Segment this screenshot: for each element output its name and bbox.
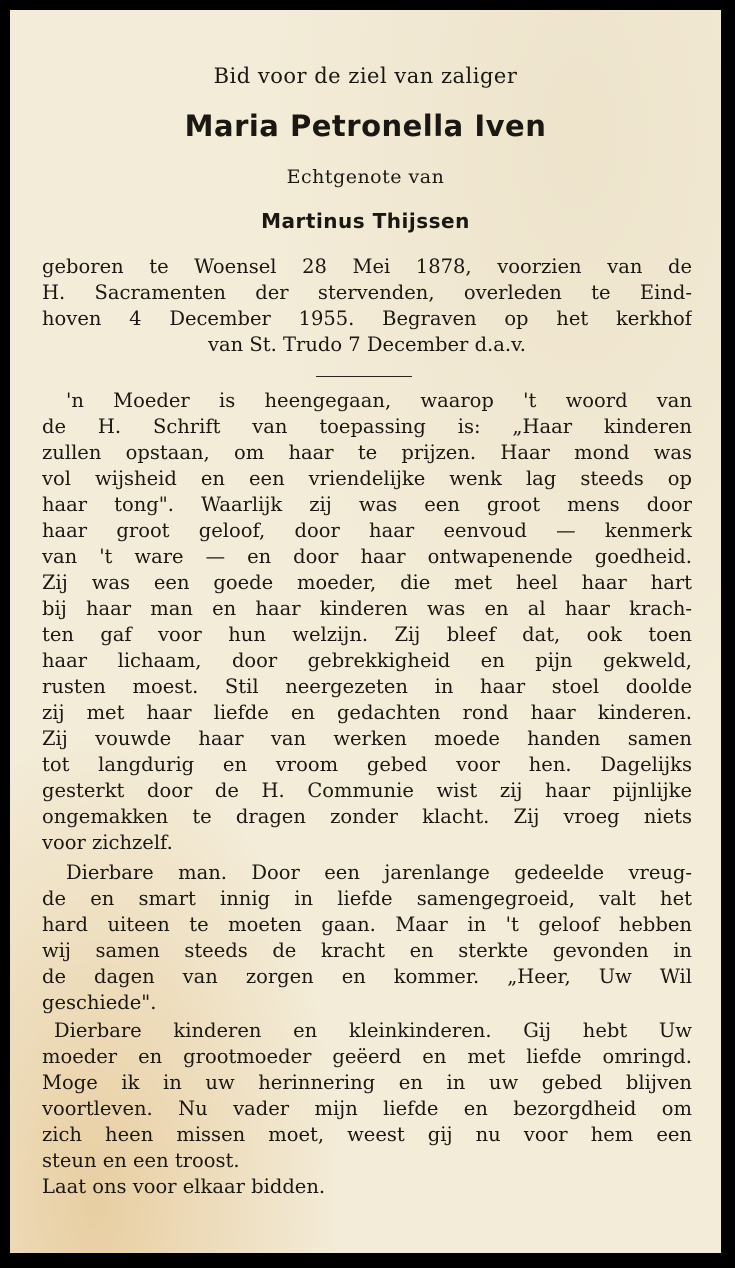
prayer-heading: Bid voor de ziel van zaliger — [213, 64, 518, 88]
paragraph-2-line: hard uiteen te moeten gaan. Maar in 't geloof hebben — [42, 913, 692, 936]
paragraph-2-line: de en smart innig in liefde samengegroeid, valt het — [42, 887, 692, 910]
paragraph-1-line: vol wijsheid en een vriendelijke wenk lag steeds op — [42, 467, 692, 490]
deceased-name: Maria Petronella Iven — [184, 109, 547, 143]
paragraph-1-line: zullen opstaan, om haar te prijzen. Haar mond was — [42, 441, 692, 464]
paragraph-1-line: voor zichzelf. — [42, 831, 173, 854]
paragraph-3-line: Dierbare kinderen en kleinkinderen. Gij hebt Uw — [54, 1019, 692, 1042]
biography-line: hoven 4 December 1955. Begraven op het kerkhof — [42, 307, 692, 330]
paragraph-1-line: tot langdurig en vroom gebed voor hen. Dagelijks — [42, 753, 692, 776]
paragraph-3-line: Moge ik in uw herinnering en in uw gebed blijven — [42, 1071, 692, 1094]
paragraph-1-line: haar groot geloof, door haar eenvoud — kenmerk — [42, 519, 692, 542]
paragraph-1-line: gesterkt door de H. Communie wist zij haar pijnlijke — [42, 779, 692, 802]
memorial-card — [10, 10, 721, 1253]
paragraph-1-line: rusten moest. Stil neergezeten in haar stoel doolde — [42, 675, 692, 698]
paragraph-1-line: Zij was een goede moeder, die met heel haar hart — [42, 571, 692, 594]
paragraph-1-line: Zij vouwde haar van werken moede handen samen — [42, 727, 692, 750]
spouse-label: Echtgenote van — [286, 166, 445, 188]
paragraph-3-line: moeder en grootmoeder geëerd en met liefde omringd. — [42, 1045, 692, 1068]
paragraph-1-line: ten gaf voor hun welzijn. Zij bleef dat, ook toen — [42, 623, 692, 646]
paragraph-1-line: zij met haar liefde en gedachten rond haar kinderen. — [42, 701, 692, 724]
paragraph-3-line: steun en een troost. — [42, 1149, 240, 1172]
paragraph-2-line: Dierbare man. Door een jarenlange gedeelde vreug- — [66, 861, 692, 884]
paragraph-3-line: voortleven. Nu vader mijn liefde en bezorgdheid om — [42, 1097, 692, 1120]
divider-rule — [316, 376, 412, 377]
paragraph-2-line: wij samen steeds de kracht en sterkte gevonden in — [42, 939, 692, 962]
paragraph-1-line: 'n Moeder is heengegaan, waarop 't woord van — [66, 389, 692, 412]
paragraph-2-line: geschiede". — [42, 991, 157, 1014]
paragraph-1-line: ongemakken te dragen zonder klacht. Zij vroeg niets — [42, 805, 692, 828]
paragraph-1-line: haar tong". Waarlijk zij was een groot mens door — [42, 493, 692, 516]
closing-line: Laat ons voor elkaar bidden. — [42, 1175, 326, 1198]
paragraph-1-line: de H. Schrift van toepassing is: „Haar kinderen — [42, 415, 692, 438]
biography-line: van St. Trudo 7 December d.a.v. — [208, 333, 526, 356]
paragraph-3-line: zich heen missen moet, weest gij nu voor hem een — [42, 1123, 692, 1146]
biography-line: H. Sacramenten der stervenden, overleden te Eind- — [42, 281, 692, 304]
paragraph-1-line: haar lichaam, door gebrekkigheid en pijn gekweld, — [42, 649, 692, 672]
paragraph-1-line: van 't ware — en door haar ontwapenende goedheid. — [42, 545, 692, 568]
paragraph-2-line: de dagen van zorgen en kommer. „Heer, Uw Wil — [42, 965, 692, 988]
paragraph-1-line: bij haar man en haar kinderen was en al haar krach- — [42, 597, 692, 620]
biography-line: geboren te Woensel 28 Mei 1878, voorzien van de — [42, 255, 692, 278]
spouse-name: Martinus Thijssen — [261, 209, 470, 233]
